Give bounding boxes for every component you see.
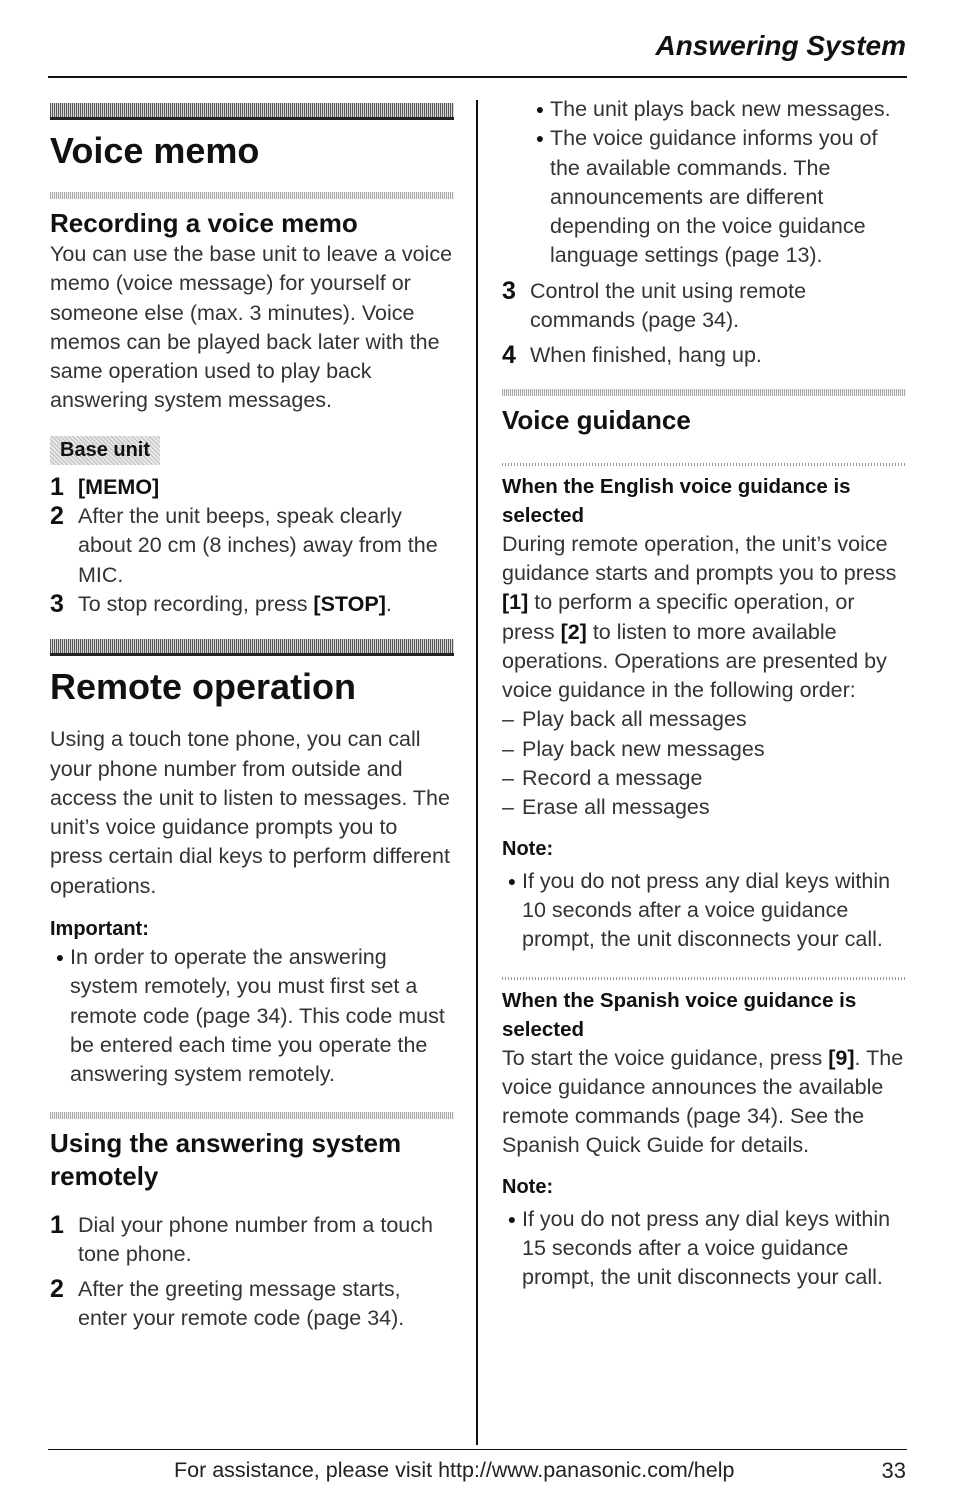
note-bullet — [502, 1205, 906, 1293]
order-item-text: Record a message — [522, 766, 703, 791]
bullet-icon: ● — [507, 872, 517, 889]
footer-rule — [48, 1449, 907, 1450]
step-text: To stop recording, press — [78, 591, 314, 616]
base-unit-tag-wrapper — [50, 436, 454, 465]
dial-key-2: [2] — [560, 619, 587, 644]
step-number: 4 — [502, 341, 516, 370]
running-header: Answering System — [655, 30, 906, 61]
order-item-text: Play back new messages — [522, 736, 765, 761]
dotted-divider — [502, 977, 906, 980]
note-label: Note: — [502, 1175, 554, 1198]
top-bullet-1 — [530, 95, 906, 124]
subsection-bar — [502, 389, 906, 396]
spanish-body — [502, 1044, 906, 1161]
text-run: To start the voice guidance, press — [502, 1045, 829, 1070]
step-number: 3 — [502, 276, 516, 305]
section-bar — [50, 103, 454, 120]
remote-step-4 — [502, 341, 906, 370]
text-run: . The voice guidance announces the available remote commands (page 34). See the Spanish Quick Guide for details. — [502, 1045, 904, 1158]
dial-key-9: [9] — [828, 1045, 855, 1070]
bullet-text: The voice guidance informs you of the available commands. The announcements are different depending on the voice guidance language settings (page 13). — [550, 126, 878, 268]
memo-steps — [50, 473, 454, 619]
bullet-icon: ● — [507, 1210, 517, 1227]
using-steps — [50, 1211, 454, 1334]
left-column — [50, 103, 454, 1334]
step-text: Dial your phone number from a touch tone phone. — [78, 1212, 433, 1266]
voice-memo-title: Voice memo — [50, 130, 260, 171]
text-run: to perform a specific operation, or press — [502, 590, 855, 644]
bullet-icon: ● — [55, 949, 65, 966]
step-text: After the greeting message starts, enter your remote code (page 34). — [78, 1277, 405, 1331]
order-item: – Record a message — [502, 764, 906, 793]
step-number: 2 — [50, 502, 64, 531]
footer-help-text: For assistance, please visit http://www.panasonic.com/help — [174, 1458, 735, 1482]
subsection-bar — [50, 1112, 454, 1119]
top-bullet-2 — [530, 124, 906, 270]
text-run: During remote operation, the unit’s voice guidance starts and prompts you to press — [502, 531, 897, 585]
order-item: – Play back all messages — [502, 705, 906, 734]
step-text: Control the unit using remote commands (page 34). — [530, 278, 807, 333]
section-bar — [50, 639, 454, 656]
step-text: When finished, hang up. — [530, 343, 762, 368]
order-list — [502, 705, 906, 822]
note-bullet — [502, 867, 906, 955]
base-unit-tag: Base unit — [50, 436, 160, 465]
memo-step-3 — [50, 590, 454, 619]
remote-body: Using a touch tone phone, you can call your phone number from outside and access the unit to listen to messages. The unit’s voice guidance prompts you to press certain dial keys to perform different operations. — [50, 727, 450, 898]
remote-operation-title: Remote operation — [50, 666, 357, 708]
recording-title: Recording a voice memo — [50, 208, 358, 238]
using-step-2 — [50, 1275, 454, 1334]
column-divider — [476, 100, 478, 1445]
text-run: to listen to more available operations. Operations are presented by voice guidance in the following order: — [502, 619, 887, 703]
continue-steps — [502, 277, 906, 371]
using-remotely-title: Using the answering system remotely — [50, 1127, 402, 1191]
header-rule — [48, 76, 907, 78]
english-heading: When the English voice guidance is selected — [502, 474, 851, 527]
bullet-text: The unit plays back new messages. — [550, 97, 891, 121]
dial-key-1: [1] — [502, 590, 529, 615]
important-label: Important: — [50, 918, 149, 941]
english-body — [502, 530, 906, 706]
order-item-text: Play back all messages — [522, 707, 747, 732]
note-label: Note: — [502, 837, 554, 860]
memo-key: [MEMO] — [78, 474, 160, 499]
memo-step-1 — [50, 473, 454, 502]
step-number: 1 — [50, 472, 64, 501]
subsection-bar — [50, 192, 454, 199]
stop-key: [STOP] — [313, 591, 386, 616]
dotted-divider — [502, 463, 906, 466]
step-text: After the unit beeps, speak clearly about 20 cm (8 inches) away from the MIC. — [78, 504, 438, 587]
right-column — [502, 95, 906, 1293]
bullet-text: In order to operate the answering system remotely, you must first set a remote code (page 34). This code must be entered each time you operate the answering system remotely. — [70, 945, 445, 1087]
bullet-icon: ● — [535, 101, 545, 117]
step-text-end: . — [385, 591, 392, 616]
step-number: 1 — [50, 1210, 64, 1239]
using-step-1 — [50, 1211, 454, 1270]
important-bullet — [50, 943, 454, 1089]
order-item: – Play back new messages — [502, 735, 906, 764]
order-item-text: Erase all messages — [522, 795, 710, 820]
remote-step-3 — [502, 277, 906, 336]
bullet-icon: ● — [535, 130, 545, 147]
step-number: 3 — [50, 589, 64, 618]
top-bullets — [502, 95, 906, 271]
bullet-text: If you do not press any dial keys within 10 seconds after a voice guidance prompt, the unit disconnects your call. — [522, 868, 891, 952]
memo-step-2 — [50, 502, 454, 590]
bullet-text: If you do not press any dial keys within 15 seconds after a voice guidance prompt, the unit disconnects your call. — [522, 1206, 891, 1290]
order-item: – Erase all messages — [502, 793, 906, 822]
step-number: 2 — [50, 1275, 64, 1304]
spanish-heading: When the Spanish voice guidance is selected — [502, 988, 857, 1041]
page-number: 33 — [881, 1458, 906, 1483]
voice-guidance-title: Voice guidance — [502, 404, 691, 435]
recording-body: You can use the base unit to leave a voice memo (voice message) for yourself or someone else (max. 3 minutes). Voice memos can be played back later with the same operation used to play back answering system messages. — [50, 242, 453, 413]
